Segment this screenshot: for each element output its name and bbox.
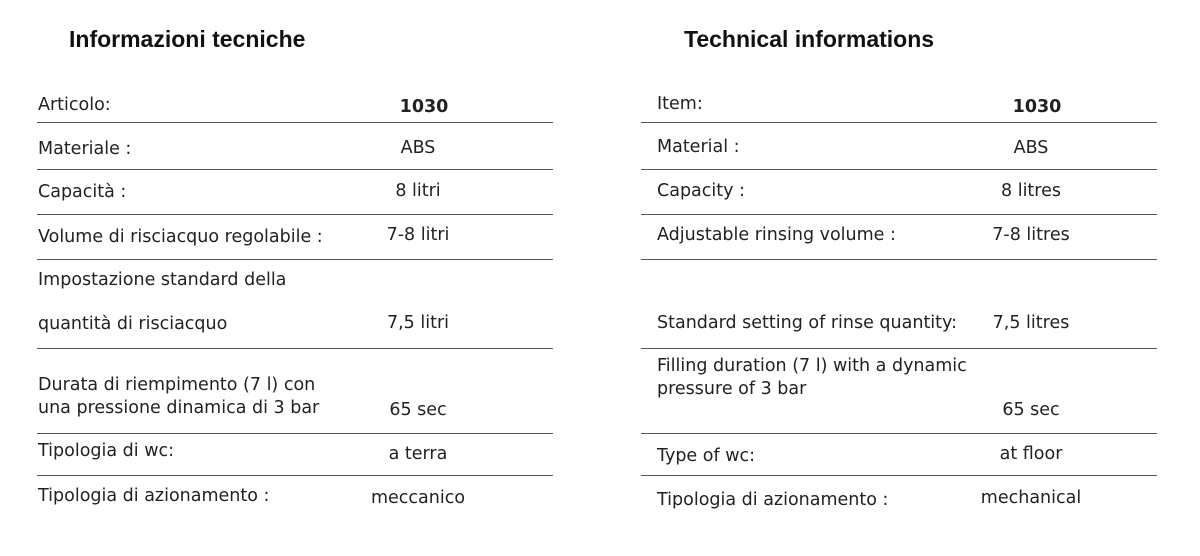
it-row-rinse-volume-value: 7-8 litri: [386, 225, 450, 245]
en-row-wc-type-label: Type of wc:: [657, 446, 756, 466]
it-row-wc-type-label: Tipologia di wc:: [38, 441, 175, 461]
it-row-material-label: Materiale :: [38, 139, 132, 159]
it-row-filling-label-2: una pressione dinamica di 3 bar: [38, 398, 320, 418]
it-row-actuation-label: Tipologia di azionamento :: [38, 486, 270, 506]
it-row-rinse-volume-label: Volume di risciacquo regolabile :: [38, 227, 323, 247]
en-row-item-value: 1030: [1012, 97, 1062, 117]
row-divider: [641, 122, 1157, 123]
en-row-actuation-label: Tipologia di azionamento :: [657, 490, 889, 510]
it-row-capacity-label: Capacità :: [38, 182, 127, 202]
row-divider: [641, 475, 1157, 476]
en-row-filling-label-1: Filling duration (7 l) with a dynamic: [657, 356, 967, 376]
row-divider: [641, 259, 1157, 260]
row-divider: [37, 433, 553, 434]
en-row-capacity-value: 8 litres: [1001, 181, 1061, 201]
row-divider: [37, 348, 553, 349]
it-row-wc-type-value: a terra: [388, 444, 448, 464]
en-row-standard-rinse-label: Standard setting of rinse quantity:: [657, 313, 958, 333]
en-row-actuation-value: mechanical: [980, 488, 1082, 508]
row-divider: [37, 169, 553, 170]
it-row-actuation-value: meccanico: [370, 488, 466, 508]
it-row-item-label: Articolo:: [38, 95, 111, 115]
en-row-material-value: ABS: [1013, 138, 1049, 158]
row-divider: [37, 214, 553, 215]
english-title: Technical informations: [684, 26, 935, 52]
en-row-filling-value: 65 sec: [1002, 400, 1060, 420]
row-divider: [37, 475, 553, 476]
en-row-item-label: Item:: [657, 94, 703, 114]
en-row-wc-type-value: at floor: [999, 444, 1063, 464]
it-row-material-value: ABS: [400, 138, 436, 158]
en-row-filling-label-2: pressure of 3 bar: [657, 379, 807, 399]
row-divider: [641, 348, 1157, 349]
it-row-filling-value: 65 sec: [389, 400, 447, 420]
row-divider: [641, 433, 1157, 434]
en-row-material-label: Material :: [657, 137, 740, 157]
it-row-standard-rinse-label-2: quantità di risciacquo: [38, 314, 228, 334]
it-row-item-value: 1030: [399, 97, 449, 117]
italian-title: Informazioni tecniche: [69, 26, 306, 52]
en-row-rinse-volume-value: 7-8 litres: [992, 225, 1070, 245]
it-row-capacity-value: 8 litri: [395, 181, 441, 201]
it-row-filling-label-1: Durata di riempimento (7 l) con: [38, 375, 316, 395]
row-divider: [641, 214, 1157, 215]
en-row-capacity-label: Capacity :: [657, 181, 745, 201]
en-row-standard-rinse-value: 7,5 litres: [992, 313, 1070, 333]
row-divider: [641, 169, 1157, 170]
it-row-standard-rinse-label-1: Impostazione standard della: [38, 270, 287, 290]
en-row-rinse-volume-label: Adjustable rinsing volume :: [657, 225, 896, 245]
row-divider: [37, 122, 553, 123]
it-row-standard-rinse-value: 7,5 litri: [386, 313, 450, 333]
row-divider: [37, 259, 553, 260]
